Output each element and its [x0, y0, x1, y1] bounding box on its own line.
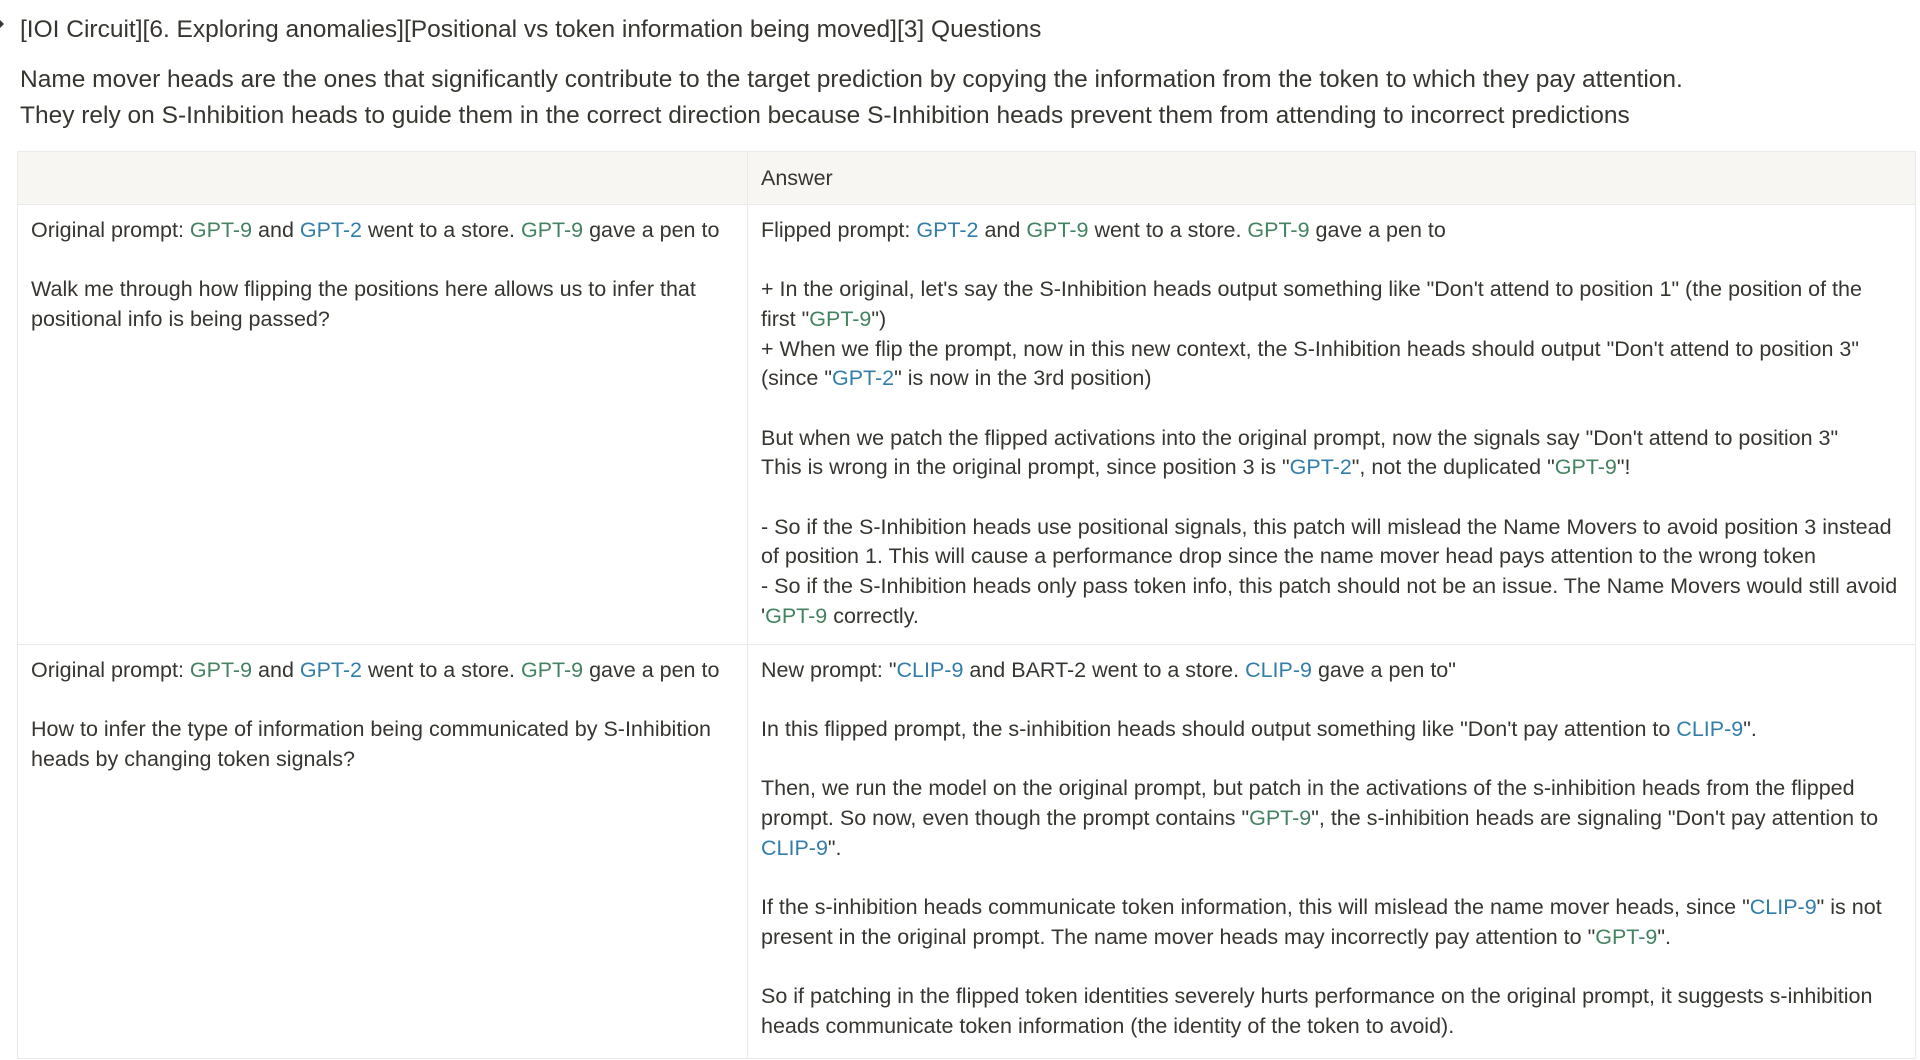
new-prompt	[761, 656, 1902, 686]
answer-text: + When we flip the prompt, now in this new context, the S-Inhibition heads should output "Don't attend to position 3" (since "	[761, 336, 1860, 391]
prompt-text: went to a store.	[362, 217, 521, 242]
answer-paragraph: But when we patch the flipped activations into the original prompt, now the signals say "Don't attend to position 3"	[761, 425, 1839, 450]
table-header-row	[18, 152, 1916, 205]
prompt-label: Original prompt:	[31, 657, 190, 682]
answer-paragraph	[761, 335, 1902, 394]
answer-cell[interactable]	[748, 204, 1916, 644]
prompt-text: and	[252, 657, 300, 682]
prompt-text: gave a pen to	[583, 217, 720, 242]
intro-line-1: Name mover heads are the ones that significantly contribute to the target prediction by copying the information from the token to which they pay attention.	[20, 66, 1683, 93]
token-gpt9: GPT-9	[1595, 924, 1658, 949]
token-gpt9: GPT-9	[1554, 455, 1617, 480]
question-text: Walk me through how flipping the positions here allows us to infer that positional info is being passed?	[31, 277, 696, 331]
prompt-label: Original prompt:	[31, 217, 190, 242]
token-gpt9: GPT-9	[1249, 805, 1312, 830]
prompt-text: gave a pen to"	[1311, 657, 1456, 682]
answer-text: ")	[871, 306, 887, 331]
prompt-text: went to a store.	[362, 657, 521, 682]
answer-paragraph	[761, 453, 1902, 483]
answer-paragraph	[761, 893, 1902, 952]
table-row	[18, 644, 1916, 1058]
qa-table	[17, 151, 1916, 1059]
prompt-text: gave a pen to	[583, 657, 720, 682]
toggle-triangle-icon[interactable]	[0, 20, 4, 28]
page-title: [IOI Circuit][6. Exploring anomalies][Positional vs token information being moved][3] Questions	[20, 16, 1042, 43]
token-clip9: CLIP-9	[1676, 716, 1744, 741]
answer-text: " is now in the 3rd position)	[894, 366, 1152, 391]
answer-text: correctly.	[827, 603, 919, 628]
answer-text: "!	[1616, 455, 1631, 480]
answer-cell[interactable]	[748, 644, 1916, 1058]
token-gpt9: GPT-9	[1247, 217, 1310, 242]
answer-text: In this flipped prompt, the s-inhibition heads should output something like "Don't pay attention to	[761, 716, 1677, 741]
answer-text: - So if the S-Inhibition heads only pass token info, this patch should not be an issue. The Name Movers would still avoid '	[761, 574, 1898, 628]
table-row	[18, 204, 1916, 644]
token-gpt2: GPT-2	[1289, 455, 1352, 480]
token-gpt2: GPT-2	[299, 217, 363, 242]
answer-paragraph	[761, 275, 1902, 334]
answer-text: ".	[1743, 716, 1757, 741]
answer-text: ".	[827, 835, 842, 860]
token-gpt9: GPT-9	[809, 306, 872, 331]
prompt-label: Flipped prompt:	[761, 217, 917, 242]
original-prompt	[31, 216, 734, 246]
answer-paragraph	[761, 774, 1902, 863]
token-gpt2: GPT-2	[831, 366, 895, 391]
header-cell-question[interactable]	[18, 152, 748, 205]
intro-text	[20, 62, 1683, 134]
question-cell[interactable]	[18, 204, 748, 644]
token-gpt9: GPT-9	[189, 657, 253, 682]
prompt-text: went to a store.	[1088, 217, 1248, 242]
answer-paragraph: So if patching in the flipped token identities severely hurts performance on the original prompt, it suggests s-inhibition heads communicate token information (the identity of the token to avoid).	[761, 984, 1873, 1038]
question-text: How to infer the type of information being communicated by S-Inhibition heads by changing token signals?	[31, 716, 712, 771]
token-gpt2: GPT-2	[299, 657, 363, 682]
token-gpt9: GPT-9	[1026, 217, 1089, 242]
answer-text: ".	[1657, 924, 1671, 949]
answer-text: This is wrong in the original prompt, since position 3 is "	[761, 455, 1290, 480]
header-cell-answer[interactable]: Answer	[748, 152, 1916, 205]
flipped-prompt	[761, 216, 1902, 246]
prompt-text: and BART-2 went to a store.	[963, 657, 1246, 682]
original-prompt	[31, 656, 734, 686]
token-clip9: CLIP-9	[1245, 657, 1312, 682]
answer-paragraph	[761, 572, 1902, 631]
prompt-label: New prompt: "	[761, 657, 897, 682]
answer-text: " is not present in the original prompt. The name mover heads may incorrectly pay attention to "	[761, 895, 1882, 949]
answer-text: ", not the duplicated "	[1351, 455, 1555, 480]
token-gpt9: GPT-9	[189, 217, 253, 242]
answer-text: ", the s-inhibition heads are signaling "Don't pay attention to	[1311, 805, 1879, 830]
answer-paragraph: - So if the S-Inhibition heads use positional signals, this patch will mislead the Name Movers to avoid position 3 instead of position 1. This will cause a performance drop since the name mover head pays attention to the wrong token	[761, 514, 1892, 569]
token-gpt9: GPT-9	[520, 217, 584, 242]
answer-text: If the s-inhibition heads communicate token information, this will mislead the name mover heads, since "	[761, 895, 1750, 920]
token-gpt2: GPT-2	[916, 217, 979, 242]
answer-paragraph	[761, 715, 1902, 745]
answer-text: Then, we run the model on the original prompt, but patch in the activations of the s-inhibition heads from the flipped prompt. So now, even though the prompt contains "	[761, 776, 1855, 830]
intro-line-2: They rely on S-Inhibition heads to guide them in the correct direction because S-Inhibition heads prevent them from attending to incorrect predictions	[20, 102, 1630, 129]
prompt-text: and	[978, 217, 1027, 242]
token-clip9: CLIP-9	[1749, 895, 1817, 920]
answer-text: + In the original, let's say the S-Inhibition heads output something like "Don't attend to position 1" (the position of the first "	[761, 277, 1862, 331]
question-cell[interactable]	[18, 644, 748, 1058]
token-clip9: CLIP-9	[896, 657, 964, 682]
token-gpt9: GPT-9	[765, 603, 828, 628]
prompt-text: gave a pen to	[1309, 217, 1446, 242]
token-gpt9: GPT-9	[520, 657, 584, 682]
token-clip9: CLIP-9	[761, 835, 828, 860]
prompt-text: and	[252, 217, 300, 242]
